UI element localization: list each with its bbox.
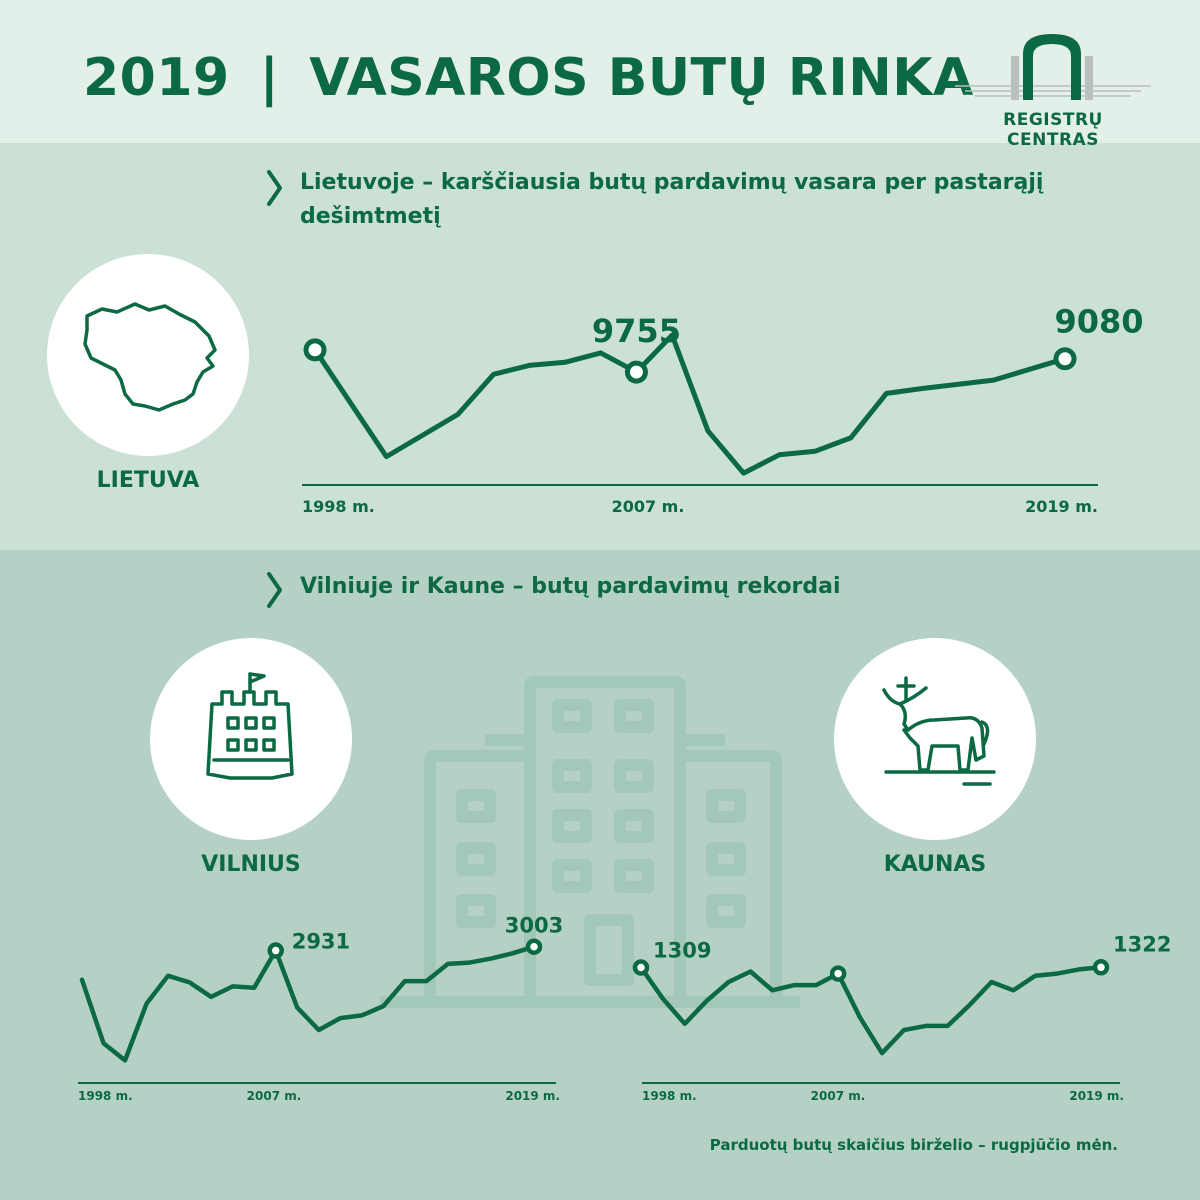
- lietuva-point-1998: [306, 341, 324, 359]
- vilnius-data-label-2007: 2931: [291, 929, 351, 954]
- vilnius-point-2007: [270, 945, 282, 957]
- lietuva-tick-label-0: 1998 m.: [302, 497, 375, 516]
- kaunas-data-label-1998: 1309: [653, 938, 712, 963]
- vilnius-tick-label-0: 1998 m.: [78, 1089, 133, 1103]
- title-separator: |: [259, 48, 280, 108]
- lietuva-tick-label-2: 2019 m.: [1025, 497, 1098, 516]
- lietuva-point-2019: [1056, 350, 1074, 368]
- kaunas-series-line: [641, 967, 1101, 1053]
- lietuva-point-2007: [627, 363, 645, 381]
- vilnius-data-label-2019: 3003: [504, 913, 564, 938]
- vilnius-series-line: [82, 947, 534, 1061]
- lietuva-line-chart: [302, 303, 1144, 516]
- vilnius-line-chart: [78, 914, 563, 1103]
- lietuva-data-label-2007: 9755: [591, 312, 681, 351]
- vilnius-point-2019: [528, 941, 540, 953]
- kaunas-tick-label-2: 2019 m.: [1069, 1089, 1124, 1103]
- kaunas-line-chart: [635, 932, 1171, 1103]
- title-year: 2019: [83, 48, 230, 108]
- kaunas-tick-label-1: 2007 m.: [810, 1089, 866, 1103]
- kaunas-data-label-2019: 1322: [1113, 932, 1172, 957]
- lietuva-tick-label-1: 2007 m.: [611, 497, 685, 516]
- lietuva-label: LIETUVA: [96, 468, 200, 493]
- lietuva-heading-line1: Lietuvoje – karščiausia butų pardavimų vasara per pastarąjį: [300, 170, 1044, 195]
- lietuva-data-label-2019: 9080: [1054, 302, 1144, 341]
- lietuva-series-line: [315, 335, 1065, 473]
- title-text: VASAROS BUTŲ RINKA: [309, 48, 974, 108]
- kaunas-label: KAUNAS: [883, 852, 987, 877]
- kaunas-point-2007: [832, 968, 844, 980]
- kaunas-point-1998: [635, 962, 647, 974]
- kaunas-tick-label-0: 1998 m.: [642, 1089, 697, 1103]
- cities-heading: Vilniuje ir Kaune – butų pardavimų rekordai: [300, 574, 841, 599]
- vilnius-tick-label-1: 2007 m.: [246, 1089, 302, 1103]
- footnote: Parduotų butų skaičius birželio – rugpjūčio mėn.: [709, 1136, 1118, 1154]
- kaunas-point-2019: [1095, 961, 1107, 973]
- lietuva-heading-line2: dešimtmetį: [300, 204, 441, 229]
- logo-text: REGISTRŲ CENTRAS: [1003, 110, 1103, 150]
- vilnius-label: VILNIUS: [201, 852, 301, 877]
- vilnius-tick-label-2: 2019 m.: [505, 1089, 560, 1103]
